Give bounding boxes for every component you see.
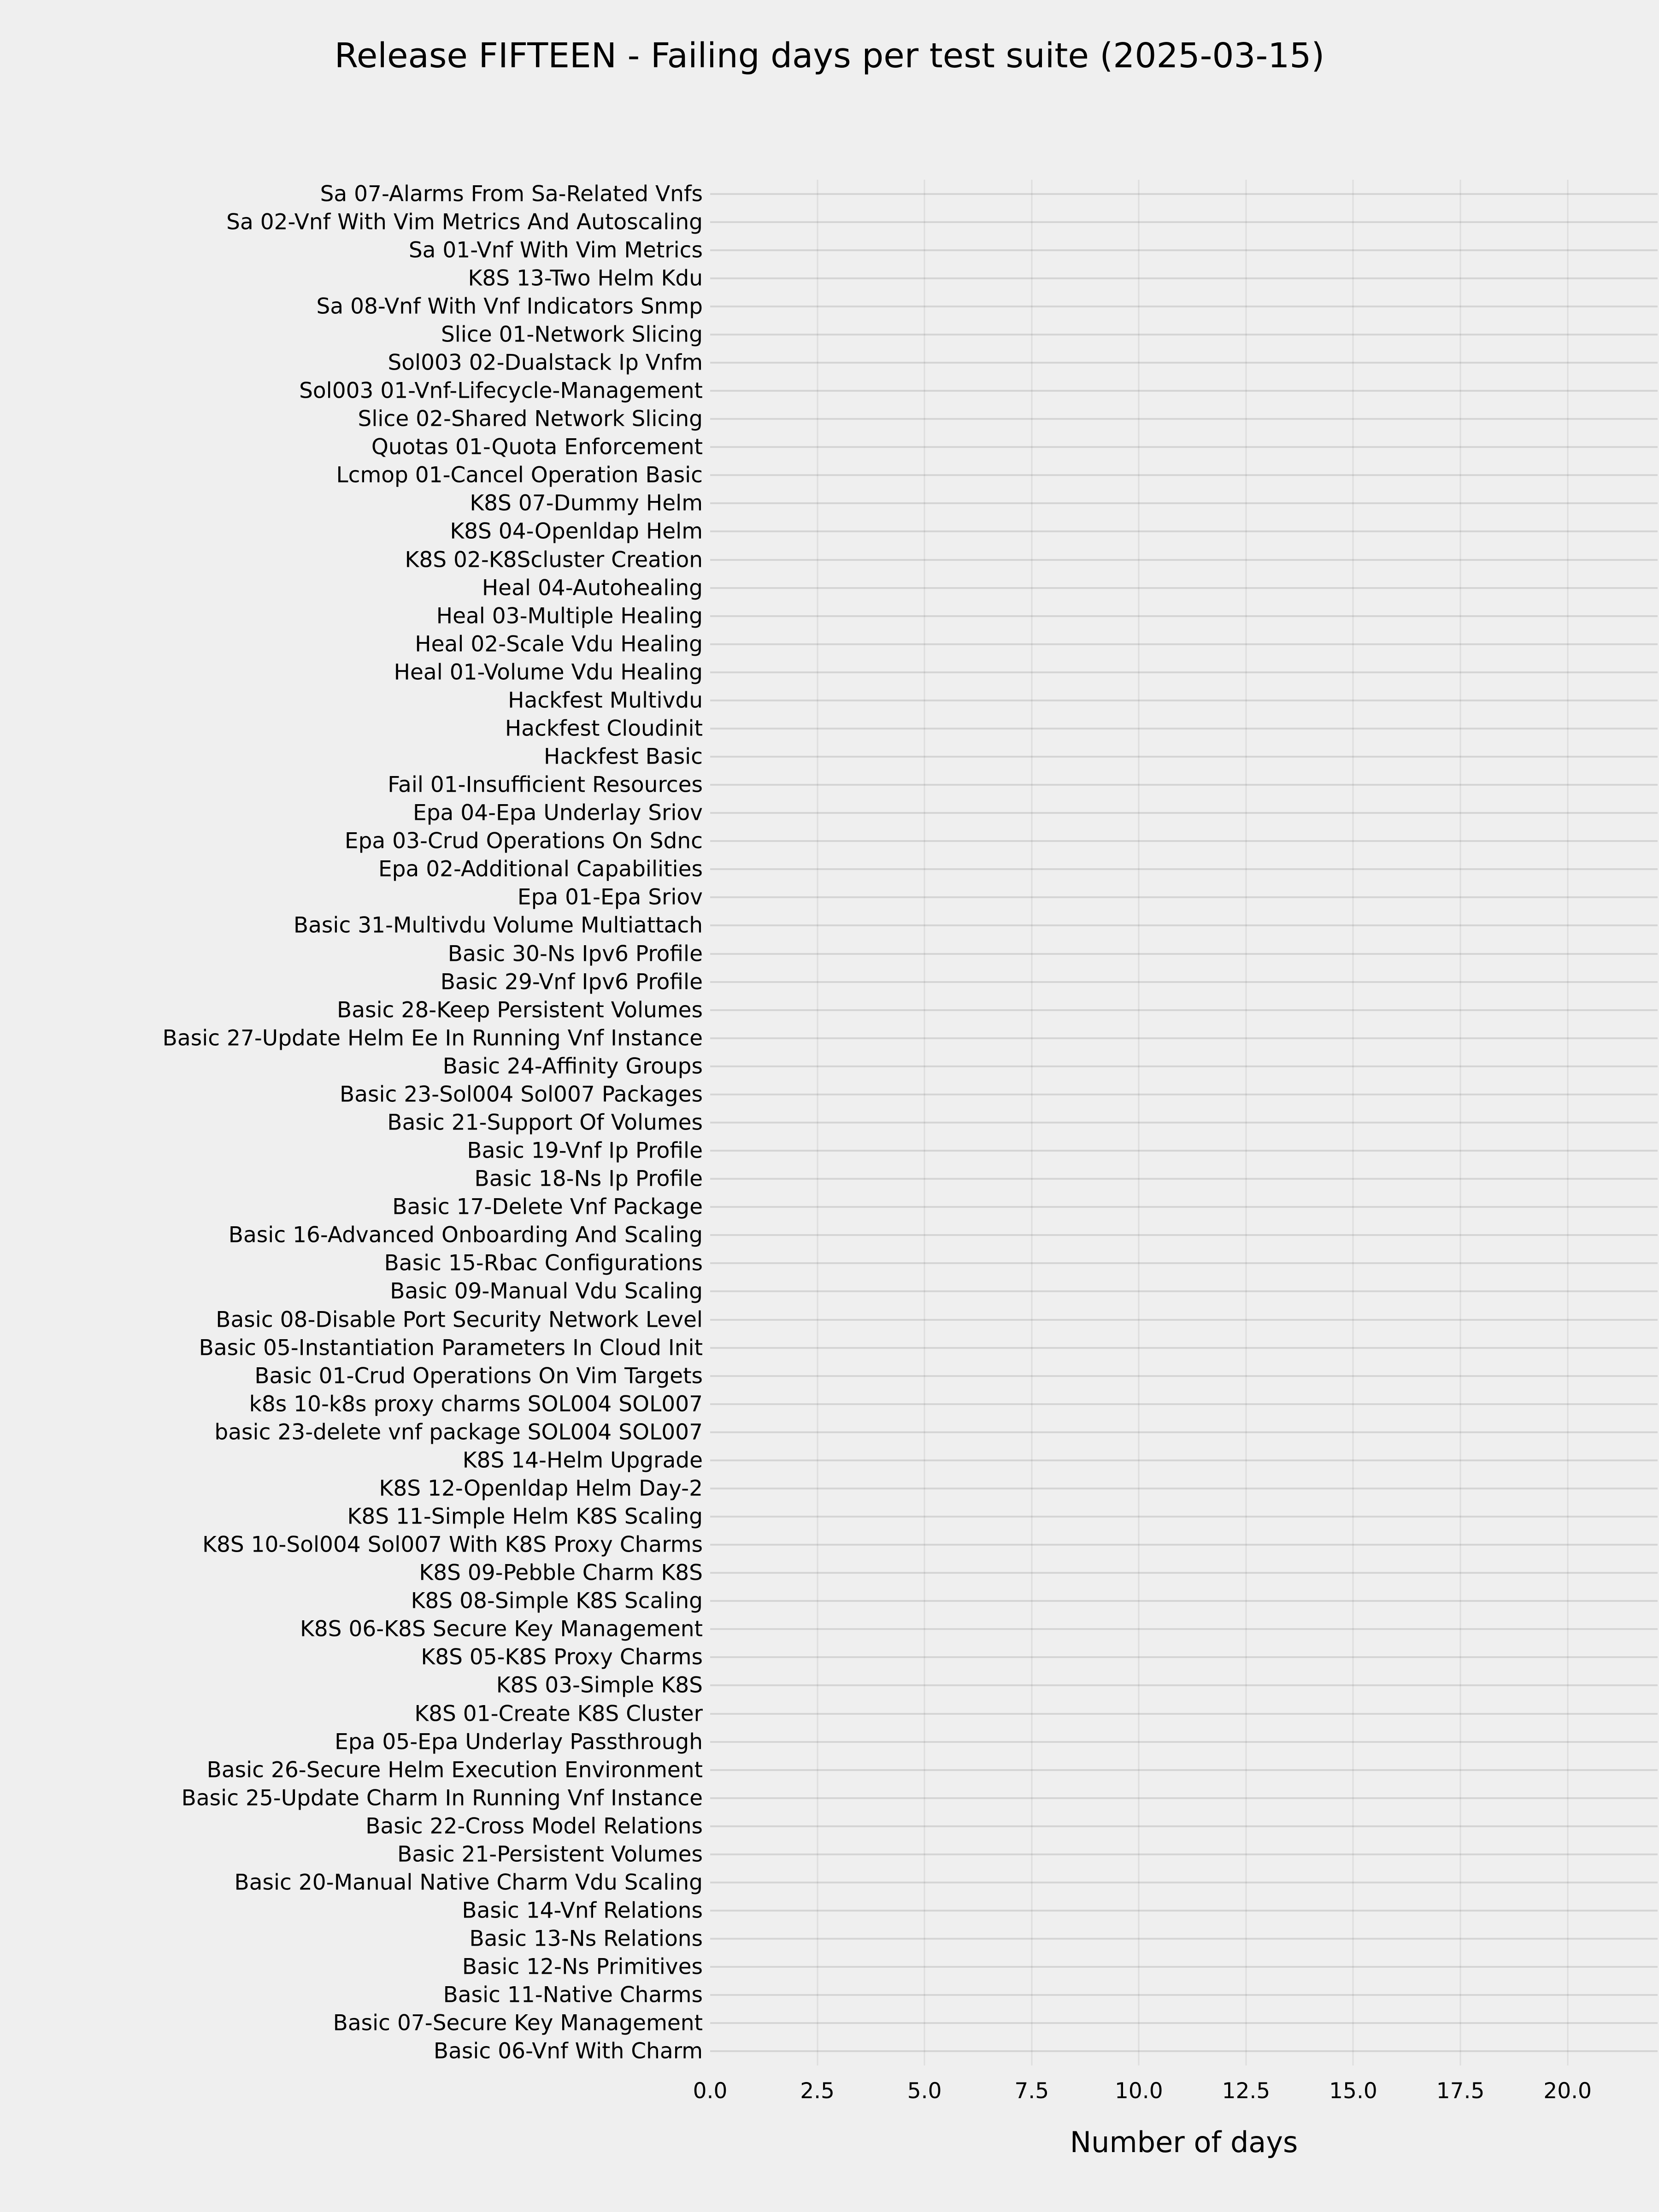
horizontal-gridline xyxy=(710,587,1658,589)
table-row xyxy=(390,1277,1658,1306)
y-tick-label: Basic 27-Update Helm Ee In Running Vnf Instance xyxy=(162,1025,703,1051)
table-row xyxy=(442,1052,1658,1080)
x-tick-label: 5.0 xyxy=(907,2078,942,2104)
horizontal-gridline xyxy=(710,1882,1658,1883)
horizontal-gridline xyxy=(710,784,1658,786)
x-tick-label: 2.5 xyxy=(800,2078,835,2104)
table-row xyxy=(440,968,1658,996)
horizontal-gridline xyxy=(710,812,1658,814)
y-tick-label: K8S 06-K8S Secure Key Management xyxy=(300,1616,703,1642)
horizontal-gridline xyxy=(710,559,1658,561)
y-tick-label: Basic 09-Manual Vdu Scaling xyxy=(390,1278,703,1304)
y-tick-label: K8S 10-Sol004 Sol007 With K8S Proxy Charms xyxy=(202,1532,703,1558)
table-row xyxy=(378,855,1658,883)
x-tick-label: 7.5 xyxy=(1014,2078,1049,2104)
table-row xyxy=(517,883,1658,912)
table-row xyxy=(181,1784,1658,1812)
horizontal-gridline xyxy=(710,868,1658,870)
table-row xyxy=(336,461,1658,489)
horizontal-gridline xyxy=(710,643,1658,645)
table-row xyxy=(415,630,1658,658)
y-tick-label: Basic 22-Cross Model Relations xyxy=(365,1813,703,1839)
horizontal-gridline xyxy=(710,1178,1658,1180)
horizontal-gridline xyxy=(710,1262,1658,1264)
horizontal-gridline xyxy=(710,1797,1658,1799)
y-tick-label: Sa 08-Vnf With Vnf Indicators Snmp xyxy=(316,294,703,319)
table-row xyxy=(450,518,1658,546)
horizontal-gridline xyxy=(710,446,1658,448)
table-row xyxy=(299,377,1658,405)
table-row xyxy=(333,2009,1658,2037)
horizontal-gridline xyxy=(710,306,1658,307)
horizontal-gridline xyxy=(710,334,1658,335)
table-row xyxy=(371,433,1658,461)
y-tick-label: Basic 05-Instantiation Parameters In Cloud Init xyxy=(199,1335,703,1361)
horizontal-gridline xyxy=(710,1403,1658,1405)
table-row xyxy=(388,348,1658,377)
table-row xyxy=(316,292,1658,320)
table-row xyxy=(433,2037,1658,2065)
table-row xyxy=(462,1897,1658,1925)
horizontal-gridline xyxy=(710,1009,1658,1011)
y-tick-label: Fail 01-Insufficient Resources xyxy=(388,772,703,798)
vertical-gridline xyxy=(924,180,925,2065)
horizontal-gridline xyxy=(710,700,1658,701)
y-tick-label: Epa 01-Epa Sriov xyxy=(517,884,703,910)
vertical-gridline xyxy=(1353,180,1354,2065)
y-tick-label: Basic 21-Persistent Volumes xyxy=(397,1841,703,1867)
y-tick-label: K8S 05-K8S Proxy Charms xyxy=(421,1644,703,1670)
table-row xyxy=(441,320,1658,348)
x-tick-label: 20.0 xyxy=(1543,2078,1592,2104)
horizontal-gridline xyxy=(710,502,1658,504)
table-row xyxy=(469,1925,1658,1953)
y-tick-label: Sa 01-Vnf With Vim Metrics xyxy=(408,237,703,263)
horizontal-gridline xyxy=(710,1769,1658,1771)
horizontal-gridline xyxy=(710,1853,1658,1855)
y-tick-label: Basic 07-Secure Key Management xyxy=(333,2010,703,2036)
plot-area xyxy=(162,180,1658,2159)
vertical-gridline xyxy=(1138,180,1140,2065)
y-tick-label: Hackfest Multivdu xyxy=(508,688,703,713)
y-tick-label: K8S 11-Simple Helm K8S Scaling xyxy=(347,1504,703,1530)
horizontal-gridline xyxy=(710,924,1658,926)
horizontal-gridline xyxy=(710,1150,1658,1152)
horizontal-gridline xyxy=(710,1065,1658,1067)
y-tick-label: Basic 01-Crud Operations On Vim Targets xyxy=(254,1363,703,1389)
table-row xyxy=(162,1024,1658,1052)
table-row xyxy=(408,236,1658,264)
y-tick-label: Basic 21-Support Of Volumes xyxy=(387,1110,703,1135)
y-tick-label: Epa 04-Epa Underlay Sriov xyxy=(413,800,703,826)
table-row xyxy=(254,1362,1658,1390)
table-row xyxy=(226,208,1658,236)
horizontal-gridline xyxy=(710,1347,1658,1349)
table-row xyxy=(447,940,1658,968)
y-tick-label: Basic 06-Vnf With Charm xyxy=(433,2038,703,2064)
horizontal-gridline xyxy=(710,2050,1658,2052)
x-tick-label: 17.5 xyxy=(1436,2078,1485,2104)
horizontal-gridline xyxy=(710,756,1658,758)
horizontal-gridline xyxy=(710,530,1658,532)
table-row xyxy=(388,771,1658,799)
y-tick-label: Basic 18-Ns Ip Profile xyxy=(474,1166,703,1192)
y-tick-label: Basic 19-Vnf Ip Profile xyxy=(467,1138,703,1164)
table-row xyxy=(339,1080,1658,1108)
table-row xyxy=(387,1108,1658,1136)
x-tick-label: 15.0 xyxy=(1329,2078,1377,2104)
y-tick-label: Basic 24-Affinity Groups xyxy=(442,1053,703,1079)
y-tick-label: K8S 09-Pebble Charm K8S xyxy=(419,1560,703,1586)
y-tick-label: Basic 30-Ns Ipv6 Profile xyxy=(447,941,703,967)
y-tick-label: K8S 07-Dummy Helm xyxy=(470,490,703,516)
y-tick-label: Basic 14-Vnf Relations xyxy=(462,1898,703,1924)
horizontal-gridline xyxy=(710,1994,1658,1996)
table-row xyxy=(405,546,1658,574)
horizontal-gridline xyxy=(710,1122,1658,1124)
y-tick-label: Heal 02-Scale Vdu Healing xyxy=(415,631,703,657)
horizontal-gridline xyxy=(710,1319,1658,1321)
vertical-gridline xyxy=(1567,180,1568,2065)
x-tick-label: 0.0 xyxy=(693,2078,728,2104)
table-row xyxy=(384,1249,1658,1277)
horizontal-gridline xyxy=(710,1741,1658,1743)
y-tick-label: Basic 13-Ns Relations xyxy=(469,1926,703,1952)
table-row xyxy=(470,489,1658,518)
y-tick-label: Basic 29-Vnf Ipv6 Profile xyxy=(440,969,703,995)
table-row xyxy=(505,714,1658,742)
table-row xyxy=(228,1221,1658,1249)
horizontal-gridline xyxy=(710,671,1658,673)
horizontal-gridline xyxy=(710,1234,1658,1236)
horizontal-gridline xyxy=(710,221,1658,223)
table-row xyxy=(467,1137,1658,1165)
table-row xyxy=(419,1559,1658,1587)
table-row xyxy=(397,1840,1658,1868)
y-tick-label: Basic 16-Advanced Onboarding And Scaling xyxy=(228,1222,703,1248)
horizontal-gridline xyxy=(710,1656,1658,1658)
horizontal-gridline xyxy=(710,1544,1658,1546)
vertical-gridline xyxy=(1460,180,1461,2065)
horizontal-gridline xyxy=(710,615,1658,617)
table-row xyxy=(411,1587,1658,1615)
table-row xyxy=(421,1643,1658,1671)
horizontal-gridline xyxy=(710,1572,1658,1574)
y-tick-label: K8S 12-Openldap Helm Day-2 xyxy=(379,1476,703,1501)
horizontal-gridline xyxy=(710,1825,1658,1827)
horizontal-gridline xyxy=(710,1966,1658,1968)
y-tick-label: Basic 15-Rbac Configurations xyxy=(384,1250,703,1276)
horizontal-gridline xyxy=(710,1094,1658,1095)
horizontal-gridline xyxy=(710,953,1658,955)
table-row xyxy=(544,742,1658,771)
vertical-gridline xyxy=(1031,180,1032,2065)
y-tick-label: Epa 03-Crud Operations On Sdnc xyxy=(344,828,703,854)
y-tick-label: Basic 12-Ns Primitives xyxy=(462,1954,703,1980)
table-row xyxy=(206,1756,1658,1784)
vertical-gridline xyxy=(1245,180,1247,2065)
table-row xyxy=(413,799,1658,827)
table-row xyxy=(234,1868,1658,1896)
y-tick-label: Heal 03-Multiple Healing xyxy=(436,603,703,629)
y-tick-label: Lcmop 01-Cancel Operation Basic xyxy=(336,462,703,488)
table-row xyxy=(462,1446,1658,1474)
y-tick-label: Slice 02-Shared Network Slicing xyxy=(358,406,703,432)
y-tick-label: Epa 05-Epa Underlay Passthrough xyxy=(335,1729,703,1755)
y-tick-label: Epa 02-Additional Capabilities xyxy=(378,856,703,882)
y-tick-label: K8S 03-Simple K8S xyxy=(496,1672,703,1698)
vertical-gridline xyxy=(817,180,818,2065)
y-tick-label: Basic 28-Keep Persistent Volumes xyxy=(337,997,703,1023)
bar-rows xyxy=(162,180,1658,2065)
table-row xyxy=(293,912,1658,940)
horizontal-gridline xyxy=(710,1488,1658,1489)
horizontal-gridline xyxy=(710,1290,1658,1292)
table-row xyxy=(379,1474,1658,1502)
y-tick-label: Basic 17-Delete Vnf Package xyxy=(392,1194,703,1220)
y-tick-label: Basic 20-Manual Native Charm Vdu Scaling xyxy=(234,1870,703,1895)
horizontal-gridline xyxy=(710,2022,1658,2024)
horizontal-gridline xyxy=(710,1375,1658,1377)
table-row xyxy=(365,1812,1658,1840)
horizontal-gridline xyxy=(710,981,1658,983)
horizontal-gridline xyxy=(710,418,1658,420)
horizontal-gridline xyxy=(710,390,1658,392)
y-tick-label: Heal 01-Volume Vdu Healing xyxy=(394,659,703,685)
table-row xyxy=(216,1306,1658,1334)
y-tick-label: K8S 01-Create K8S Cluster xyxy=(414,1701,703,1727)
y-tick-label: Sa 02-Vnf With Vim Metrics And Autoscaling xyxy=(226,209,703,235)
horizontal-gridline xyxy=(710,1713,1658,1715)
horizontal-gridline xyxy=(710,1459,1658,1461)
horizontal-gridline xyxy=(710,1684,1658,1686)
y-tick-label: Sa 07-Alarms From Sa-Related Vnfs xyxy=(320,181,703,207)
horizontal-gridline xyxy=(710,362,1658,364)
y-tick-label: K8S 14-Helm Upgrade xyxy=(462,1447,703,1473)
horizontal-gridline xyxy=(710,1206,1658,1208)
table-row xyxy=(443,1981,1658,2009)
table-row xyxy=(202,1531,1658,1559)
table-row xyxy=(394,658,1658,686)
table-row xyxy=(358,405,1658,433)
y-tick-label: Slice 01-Network Slicing xyxy=(441,322,703,347)
table-row xyxy=(347,1503,1658,1531)
table-row xyxy=(474,1165,1658,1193)
x-tick-label: 10.0 xyxy=(1114,2078,1163,2104)
horizontal-gridline xyxy=(710,474,1658,476)
table-row xyxy=(436,602,1658,630)
x-axis-label: Number of days xyxy=(1070,2125,1298,2159)
y-tick-label: k8s 10-k8s proxy charms SOL004 SOL007 xyxy=(249,1391,703,1417)
chart-title: Release FIFTEEN - Failing days per test suite (2025-03-15) xyxy=(334,36,1325,76)
y-tick-label: Sol003 01-Vnf-Lifecycle-Management xyxy=(299,378,703,404)
horizontal-gridline xyxy=(710,728,1658,729)
horizontal-gridline xyxy=(710,1938,1658,1940)
y-tick-label: Basic 31-Multivdu Volume Multiattach xyxy=(293,912,703,938)
y-tick-label: Basic 23-Sol004 Sol007 Packages xyxy=(339,1082,703,1107)
y-tick-label: Heal 04-Autohealing xyxy=(482,575,703,601)
y-tick-label: Sol003 02-Dualstack Ip Vnfm xyxy=(388,350,703,376)
table-row xyxy=(300,1615,1658,1643)
x-tick-label: 12.5 xyxy=(1222,2078,1271,2104)
horizontal-gridline xyxy=(710,896,1658,898)
horizontal-gridline xyxy=(710,1037,1658,1039)
horizontal-gridline xyxy=(710,249,1658,251)
table-row xyxy=(335,1728,1658,1756)
y-tick-label: Basic 26-Secure Helm Execution Environment xyxy=(206,1757,703,1783)
table-row xyxy=(249,1390,1658,1418)
horizontal-gridline xyxy=(710,193,1658,195)
y-tick-label: Basic 25-Update Charm In Running Vnf Instance xyxy=(181,1785,703,1811)
horizontal-gridline xyxy=(710,277,1658,279)
horizontal-gridline xyxy=(710,1600,1658,1602)
table-row xyxy=(214,1418,1658,1446)
horizontal-gridline xyxy=(710,1910,1658,1912)
y-tick-label: Hackfest Cloudinit xyxy=(505,716,703,741)
y-tick-label: Hackfest Basic xyxy=(544,744,703,770)
table-row xyxy=(337,996,1658,1024)
table-row xyxy=(496,1671,1658,1700)
y-tick-label: K8S 02-K8Scluster Creation xyxy=(405,547,703,572)
table-row xyxy=(344,827,1658,855)
y-tick-label: K8S 04-Openldap Helm xyxy=(450,518,703,544)
y-tick-label: Basic 11-Native Charms xyxy=(443,1982,703,2008)
table-row xyxy=(508,686,1658,714)
y-tick-label: basic 23-delete vnf package SOL004 SOL007 xyxy=(214,1419,703,1445)
horizontal-gridline xyxy=(710,1516,1658,1518)
table-row xyxy=(482,574,1658,602)
y-tick-label: Quotas 01-Quota Enforcement xyxy=(371,434,703,460)
y-tick-label: K8S 08-Simple K8S Scaling xyxy=(411,1588,703,1614)
table-row xyxy=(462,1953,1658,1981)
horizontal-gridline xyxy=(710,1628,1658,1630)
table-row xyxy=(468,264,1658,292)
table-row xyxy=(320,180,1658,208)
y-tick-label: Basic 08-Disable Port Security Network Level xyxy=(216,1307,703,1333)
horizontal-gridline xyxy=(710,1431,1658,1433)
table-row xyxy=(414,1700,1658,1728)
table-row xyxy=(199,1334,1658,1362)
table-row xyxy=(392,1193,1658,1221)
horizontal-gridline xyxy=(710,840,1658,842)
y-tick-label: K8S 13-Two Helm Kdu xyxy=(468,265,703,291)
